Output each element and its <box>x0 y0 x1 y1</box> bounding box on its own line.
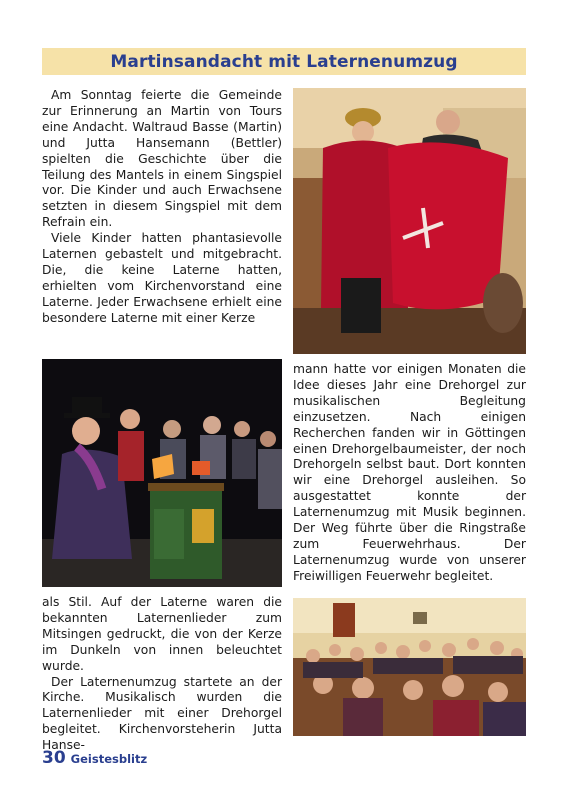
page-number: 30 <box>42 748 66 768</box>
magazine-name: Geistesblitz <box>70 752 148 766</box>
photo-congregation <box>293 598 526 736</box>
photo-barrel-organ <box>42 359 282 587</box>
paragraph: Viele Kinder hatten phantasievolle Laternen gebastelt und mitgebracht. Die, die keine Laterne hatten, erhielten vom Kirchenvorstand eine Laterne. Jeder Erwachsene erhielt eine besondere Laterne mit einer Kerze <box>42 231 282 325</box>
paragraph: als Stil. Auf der Laterne waren die bekannten Laternenlieder zum Mitsingen gedruckt, die von der Kerze im Dunkeln von innen beleuchtet wurde. <box>42 595 282 673</box>
column2-middle-text <box>293 362 526 585</box>
paragraph: Der Laternenumzug startete an der Kirche. Musikalisch wurden die Laternenlieder mit einer Drehorgel begleitet. Kirchenvorsteherin Jutta Hanse- <box>42 674 282 753</box>
paragraph: mann hatte vor einigen Monaten die Idee dieses Jahr eine Drehorgel zur musikalischen Begleitung einzusetzen. Nach einigen Recherchen fanden wir in Göttingen einen Drehorgelbaumeister, der noch Drehorgeln selbst baut. Dort konnten wir eine Drehorgel ausleihen. So ausgestattet konnte der Laternenumzug mit Musik beginnen. Der Weg führte über die Ringstraße zum Feuerwehrhaus. Der Laternenumzug wurde von unserer Freiwilligen Feuerwehr begleitet. <box>293 362 526 583</box>
paragraph: Am Sonntag feierte die Gemeinde zur Erinnerung an Martin von Tours eine Andacht. Waltraud Basse (Martin) und Jutta Hansemann (Bettler) spielten die Geschichte über die Teilung des Mantels in einem Singspiel vor. Die Kinder und auch Erwachsene setzten in diesem Singspiel mit dem Refrain ein. <box>42 88 282 230</box>
column1-top-text <box>42 88 282 327</box>
photo-martin-play <box>293 88 526 354</box>
column1-bottom-text <box>42 595 282 754</box>
article-title-bar <box>42 48 526 75</box>
article-title: Martinsandacht mit Laternenumzug <box>110 51 458 72</box>
page-footer <box>42 748 147 768</box>
